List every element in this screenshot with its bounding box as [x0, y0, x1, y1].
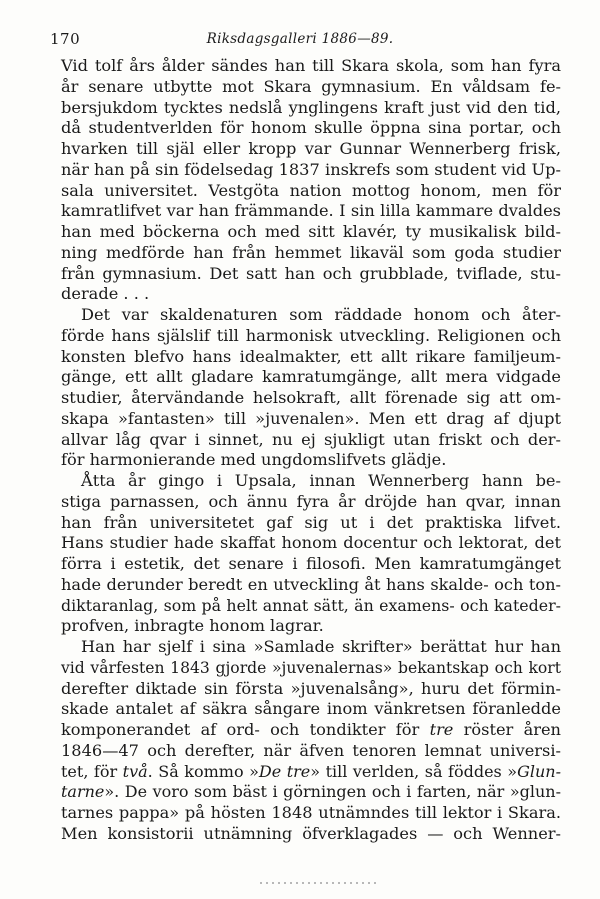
text-line: tarnes pappa» på hösten 1848 utnämndes till lektor i Skara.: [61, 803, 561, 822]
text-line: 1846—47 och derefter, när äfven tenoren lemnat universi-: [61, 740, 561, 760]
text-line: tarne». De voro som bäst i görningen och i farten, när »glun-: [61, 782, 561, 802]
text-line: gänge, ett allt gladare kamratumgänge, allt mera vidgade: [61, 367, 561, 387]
text-line: år senare utbytte mot Skara gymnasium. En våldsam fe-: [61, 76, 561, 96]
text-line: Det var skaldenaturen som räddade honom och åter-: [81, 305, 561, 324]
text-line: hvarken till själ eller kropp var Gunnar Wennerberg frisk,: [61, 139, 561, 158]
text-line: för harmonierande med ungdomslifvets glädje.: [61, 450, 447, 470]
page-bottom-dots: [260, 882, 380, 884]
text-line: Åtta år gingo i Upsala, innan Wennerberg hann be-: [81, 471, 561, 490]
text-line: profven, inbragte honom lagrar.: [61, 616, 324, 636]
text-line: vid vårfesten 1843 gjorde »juvenalernas» bekantskap och kort: [61, 658, 561, 677]
text-line: Han har sjelf i sina »Samlade skrifter» berättat hur han: [81, 637, 561, 656]
text-line: skapa »fantasten» till »juvenalen». Men ett drag af djupt: [61, 408, 561, 428]
text-line: derefter diktade sin första »juvenalsång», huru det förmin-: [61, 678, 561, 698]
page-number: 170: [50, 30, 81, 48]
text-line: diktaranlag, som på helt annat sätt, än examens- och kateder-: [61, 595, 561, 615]
text-line: skade antalet af säkra sångare inom vänkretsen föranledde: [61, 699, 561, 719]
running-head: Riksdagsgalleri 1886—89.: [206, 31, 394, 47]
text-line: tet, för två. Så kommo »De tre» till verlden, så föddes »Glun-: [61, 761, 561, 781]
text-line: kamratlifvet var han främmande. I sin lilla kammare dvaldes: [61, 201, 561, 221]
text-line: Hans studier hade skaffat honom docentur och lektorat, det: [61, 533, 561, 553]
text-line: då studentverlden för honom skulle öppna sina portar, och: [61, 118, 561, 138]
text-line: stiga parnassen, och ännu fyra år dröjde han qvar, innan: [61, 491, 561, 511]
text-line: allvar låg qvar i sinnet, nu ej sjukligt utan friskt och der-: [61, 429, 561, 449]
text-line: ning medförde han från hemmet likaväl som goda studier: [61, 242, 561, 262]
text-line: när han på sin födelsedag 1837 inskrefs som student vid Up-: [61, 159, 561, 179]
text-line: han från universitetet gaf sig ut i det praktiska lifvet.: [61, 512, 561, 532]
text-line: bersjukdom tycktes nedslå ynglingens kraft just vid den tid,: [61, 97, 561, 117]
text-line: studier, återvändande helsokraft, allt förenade sig att om-: [61, 388, 561, 407]
text-line: från gymnasium. Det satt han och grubblade, tviflade, stu-: [61, 263, 561, 283]
text-line: hade derunder beredt en utveckling åt hans skalde- och ton-: [61, 574, 561, 594]
text-line: han med böckerna och med sitt klavér, ty musikalisk bild-: [61, 222, 561, 241]
text-line: konsten blefvo hans idealmakter, ett allt rikare familjeum-: [61, 346, 561, 366]
text-line: förra i estetik, det senare i filosofi. Men kamratumgänget: [61, 554, 561, 573]
text-line: Vid tolf års ålder sändes han till Skara skola, som han fyra: [61, 56, 561, 75]
text-line: derade . . .: [61, 284, 150, 304]
text-line: Men konsistorii utnämning öfverklagades — och Wenner-: [61, 823, 561, 843]
text-line: komponerandet af ord- och tondikter för tre röster åren: [61, 720, 561, 739]
text-line: sala universitet. Vestgöta nation mottog honom, men för: [61, 180, 561, 200]
body-text: [61, 56, 561, 845]
text-line: förde hans själslif till harmonisk utveckling. Religionen och: [61, 325, 561, 345]
